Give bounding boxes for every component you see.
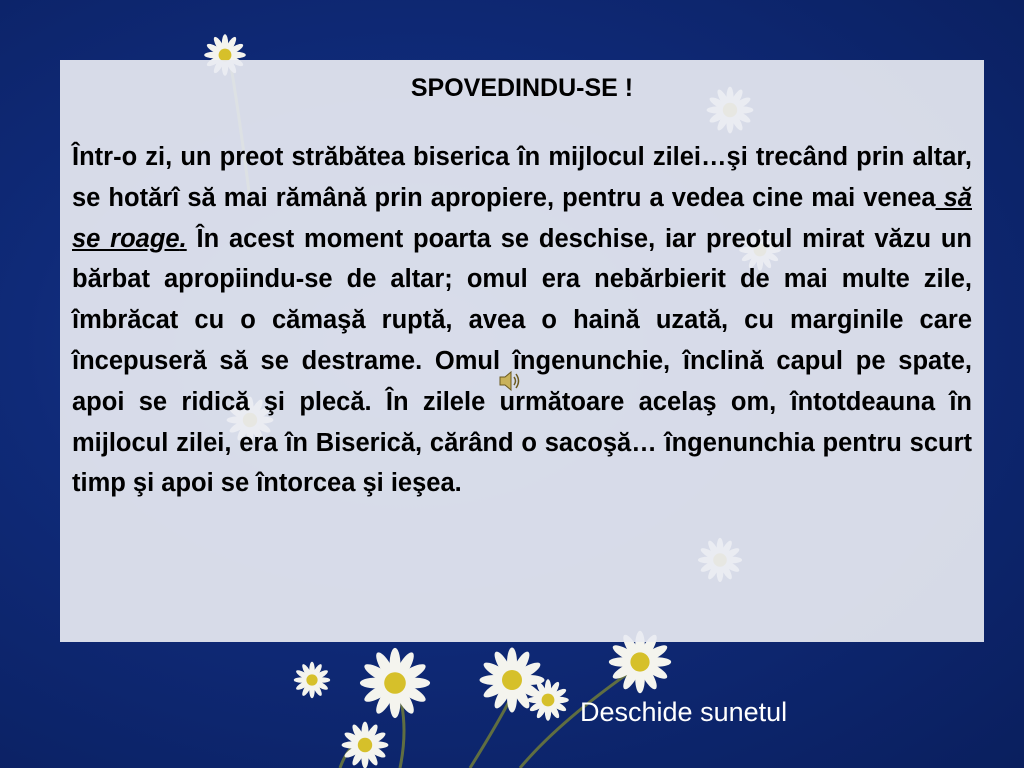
slide-title: SPOVEDINDU-SE !	[410, 74, 634, 102]
speaker-icon[interactable]	[497, 368, 523, 394]
text-box	[60, 60, 984, 642]
story-paragraph	[72, 137, 972, 504]
open-sound-link[interactable]: Deschide sunetul	[580, 697, 788, 727]
paragraph-emphasis: să se roage.	[72, 183, 972, 253]
paragraph-part-1: Într-o zi, un preot străbătea biserica în mijlocul zilei…şi trecând prin altar, se hotărî să mai rămână prin apropiere, pentru a vedea cine mai venea	[72, 143, 972, 212]
paragraph-part-2: În acest moment poarta se deschise, iar preotul mirat văzu un bărbat apropiindu-se de altar; omul era nebărbierit de mai multe zile, îmbrăcat cu o cămaşă ruptă, avea o haină uzată, cu marginile care începuseră să se destrame. Omul îngenunchie, înclină capul pe spate, apoi se ridică şi plecă. În zilele următoare acelaş om, întotdeauna în mijlocul zilei, era în Biserică, cărând o sacoşă… îngenunchia pentru scurt timp şi apoi se întorcea şi ieşea.	[72, 224, 972, 498]
